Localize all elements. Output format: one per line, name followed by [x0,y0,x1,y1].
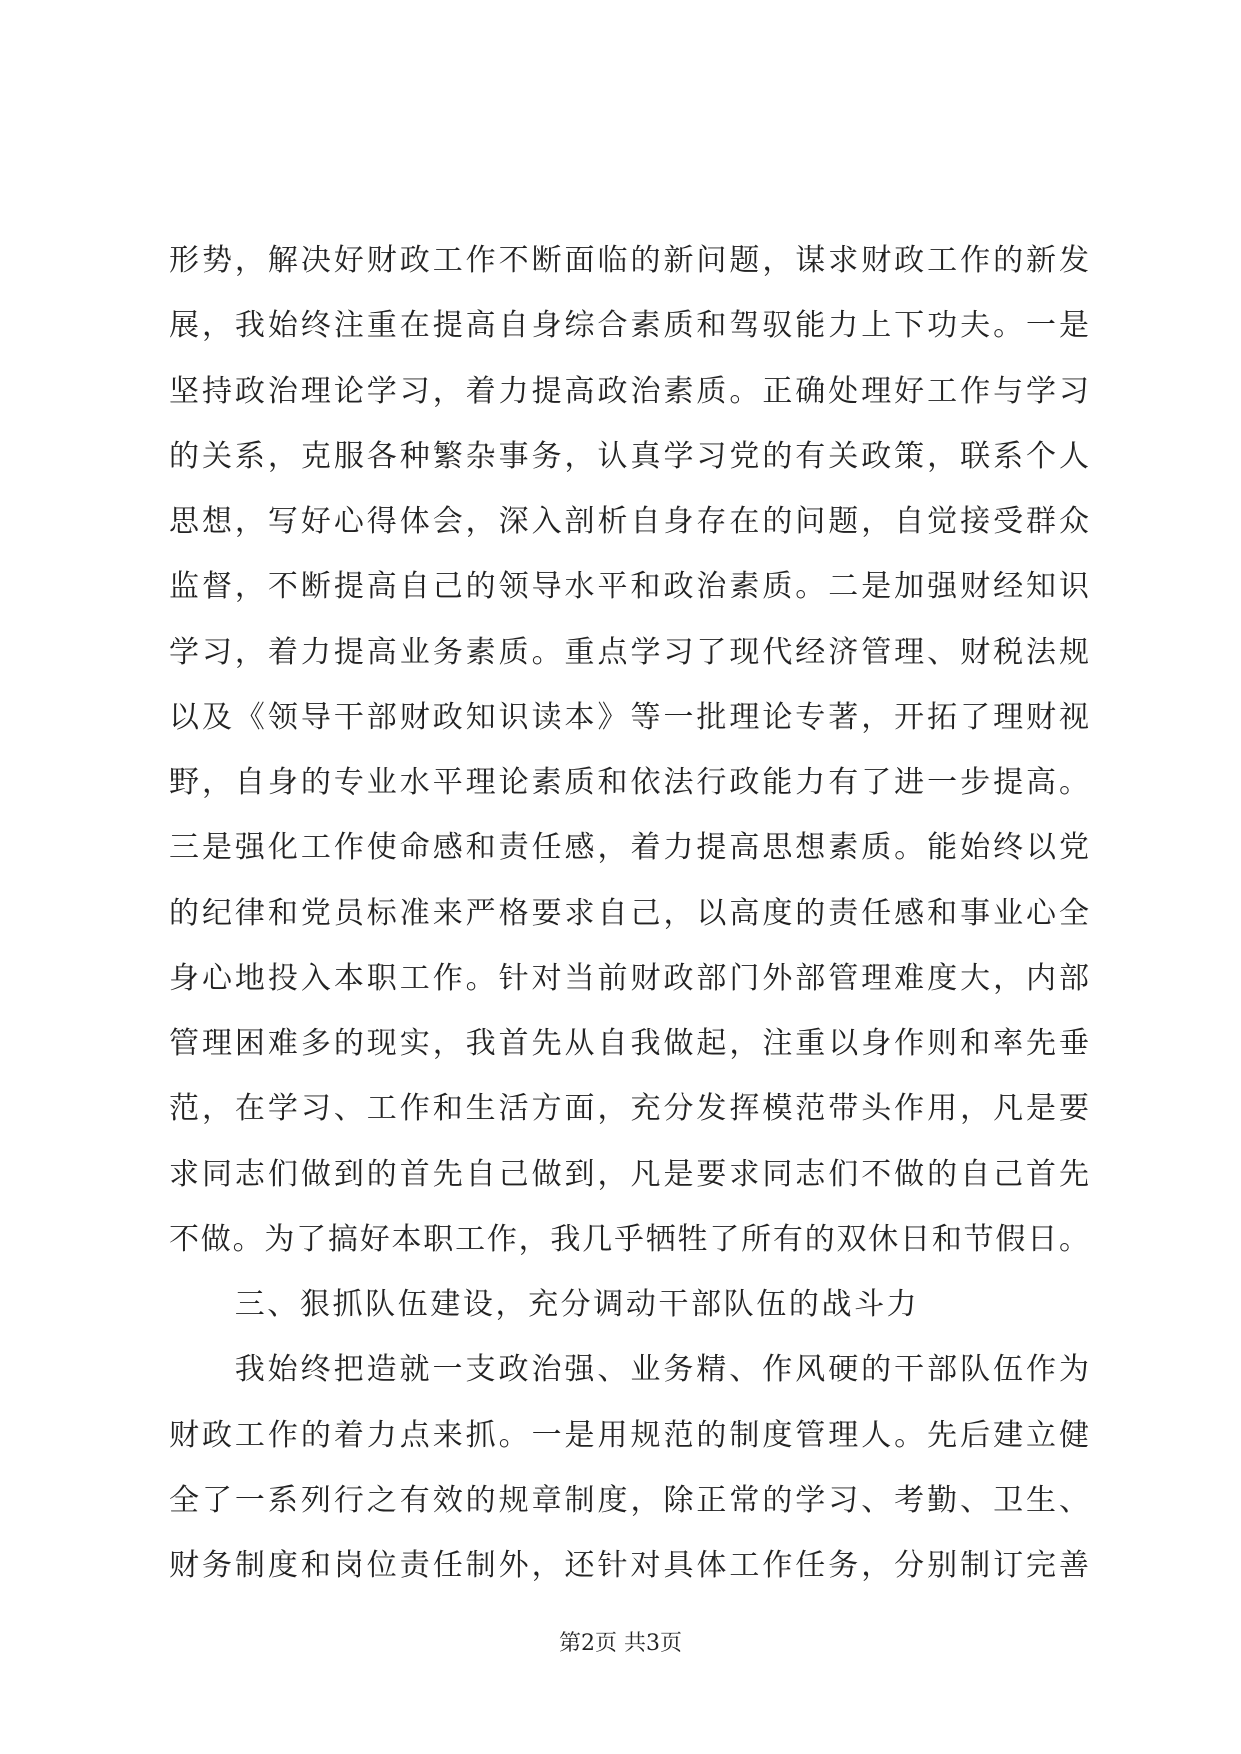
text-line: 财政工作的着力点来抓。一是用规范的制度管理人。先后建立健 [169,1417,1089,1453]
text-line: 求同志们做到的首先自己做到，凡是要求同志们不做的自己首先 [169,1156,1089,1192]
text-line: 的关系，克服各种繁杂事务，认真学习党的有关政策，联系个人 [169,438,1089,474]
text-line: 管理困难多的现实，我首先从自我做起，注重以身作则和率先垂 [169,1026,1089,1061]
text-line: 形势，解决好财政工作不断面临的新问题，谋求财政工作的新发 [169,243,1089,278]
text-line: 野，自身的专业水平理论素质和依法行政能力有了进一步提高。 [169,765,1089,800]
document-body [169,228,1089,1598]
text-line: 范，在学习、工作和生活方面，充分发挥模范带头作用，凡是要 [169,1091,1089,1127]
paragraph-team-building [169,1337,1089,1598]
text-line: 我始终把造就一支政治强、业务精、作风硬的干部队伍作为 [234,1352,1089,1388]
page-number-footer: 第2页 共3页 [559,1631,682,1656]
text-line: 思想，写好心得体会，深入剖析自身存在的问题，自觉接受群众 [169,504,1089,539]
text-line: 全了一系列行之有效的规章制度，除正常的学习、考勤、卫生、 [169,1482,1089,1518]
text-line: 财务制度和岗位责任制外，还针对具体工作任务，分别制订完善 [169,1548,1089,1583]
paragraph-continued [169,228,1089,1272]
text-line: 坚持政治理论学习，着力提高政治素质。正确处理好工作与学习 [169,373,1089,409]
text-line: 展，我始终注重在提高自身综合素质和驾驭能力上下功夫。一是 [169,308,1089,344]
text-line: 不做。为了搞好本职工作，我几乎牺牲了所有的双休日和节假日。 [169,1221,1089,1257]
text-line: 的纪律和党员标准来严格要求自己，以高度的责任感和事业心全 [169,895,1089,931]
text-line: 监督，不断提高自己的领导水平和政治素质。二是加强财经知识 [169,569,1089,605]
text-line: 身心地投入本职工作。针对当前财政部门外部管理难度大，内部 [169,960,1089,996]
text-line: 三是强化工作使命感和责任感，着力提高思想素质。能始终以党 [169,830,1089,866]
text-line: 学习，着力提高业务素质。重点学习了现代经济管理、财税法规 [169,634,1089,670]
section-heading: 三、狠抓队伍建设，充分调动干部队伍的战斗力 [234,1287,920,1322]
text-line: 以及《领导干部财政知识读本》等一批理论专著，开拓了理财视 [169,699,1089,735]
